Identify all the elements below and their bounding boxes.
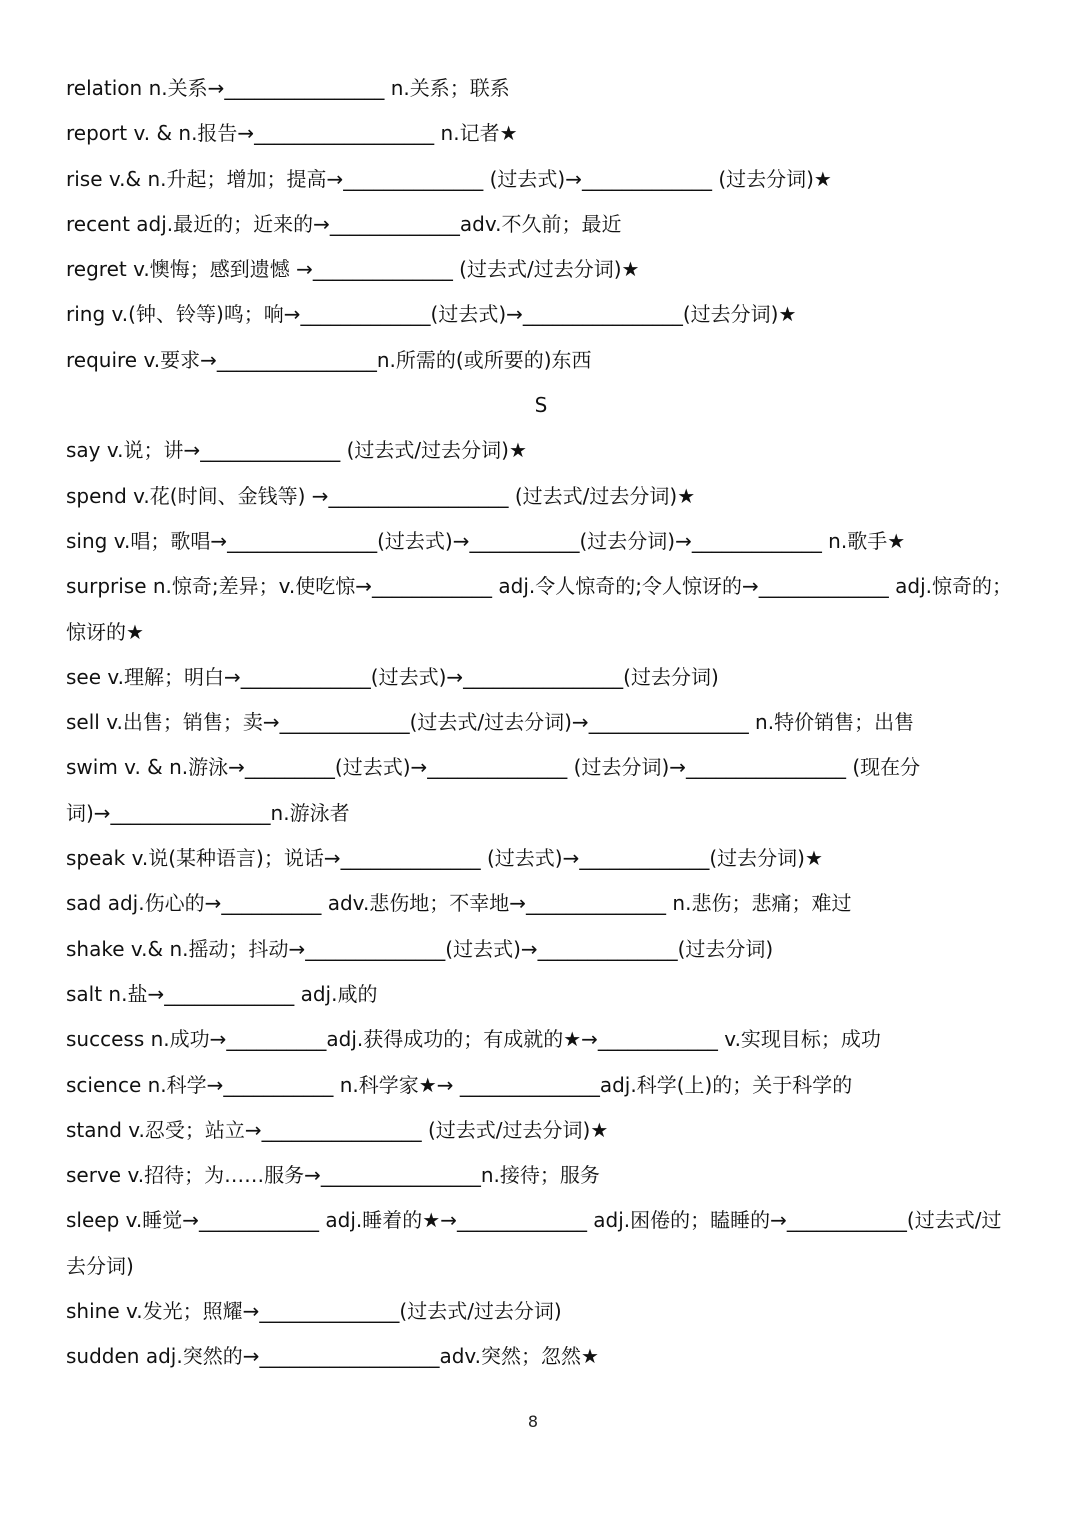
entry-require: require v.要求→________________n.所需的(或所要的)东西 [66, 347, 592, 372]
entry-sleep: sleep v.睡觉→____________ adj.睡着的★→_____________ adj.困倦的；瞌睡的→____________(过去式/过去分词) [66, 1208, 1002, 1278]
section-heading-s: S [534, 393, 548, 418]
entry-say: say v.说；讲→______________ (过去式/过去分词)★ [66, 438, 527, 463]
entry-salt: salt n.盐→_____________ adj.咸的 [66, 981, 378, 1006]
entry-stand: stand v.忍受；站立→________________ (过去式/过去分词)★ [66, 1117, 609, 1142]
entry-sudden: sudden adj.突然的→__________________adv.突然；忽然★ [66, 1344, 599, 1369]
entry-report: report v. & n.报告→__________________ n.记者★ [66, 121, 518, 146]
entry-relation: relation n.关系→________________ n.关系；联系 [66, 76, 510, 100]
entry-success: success n.成功→__________adj.获得成功的；有成就的★→____________ v.实现目标；成功 [66, 1027, 881, 1052]
entry-shake: shake v.& n.摇动；抖动→______________(过去式)→______________(过去分词) [66, 936, 774, 961]
entry-surprise: surprise n.惊奇;差异；v.使吃惊→____________ adj.令人惊奇的;令人惊讶的→_____________ adj.惊奇的；惊讶的★ [66, 574, 1012, 644]
entry-rise: rise v.& n.升起；增加；提高→______________ (过去式)→_____________ (过去分词)★ [66, 166, 832, 191]
entry-spend: spend v.花(时间、金钱等) →__________________ (过去式/过去分词)★ [66, 483, 696, 508]
entry-science: science n.科学→___________ n.科学家★→ ______________adj.科学(上)的；关于科学的 [66, 1072, 853, 1097]
entry-serve: serve v.招待；为……服务→________________n.接待；服务 [66, 1163, 600, 1188]
entry-sad: sad adj.伤心的→__________ adv.悲伤地；不幸地→______________ n.悲伤；悲痛；难过 [66, 891, 852, 916]
entry-recent: recent adj.最近的；近来的→_____________adv.不久前；最近 [66, 211, 622, 236]
entry-regret: regret v.懊悔；感到遗憾 →______________ (过去式/过去分词)★ [66, 257, 640, 282]
entry-swim: swim v. & n.游泳→_________(过去式)→______________ (过去分词)→________________ (现在分词)→________________n.游泳者 [66, 755, 921, 825]
entry-sell: sell v.出售；销售；卖→_____________(过去式/过去分词)→________________ n.特价销售；出售 [66, 710, 915, 735]
entry-shine: shine v.发光；照耀→______________(过去式/过去分词) [66, 1299, 562, 1324]
entry-ring: ring v.(钟、铃等)鸣；响→_____________(过去式)→________________(过去分词)★ [66, 302, 797, 327]
vocabulary-list [66, 66, 1016, 1380]
entry-speak: speak v.说(某种语言)；说话→______________ (过去式)→_____________(过去分词)★ [66, 846, 823, 871]
entry-sing: sing v.唱；歌唱→_______________(过去式)→___________(过去分词)→_____________ n.歌手★ [66, 528, 906, 553]
page-number: 8 [527, 1412, 539, 1431]
entry-see: see v.理解；明白→_____________(过去式)→________________(过去分词) [66, 664, 719, 689]
